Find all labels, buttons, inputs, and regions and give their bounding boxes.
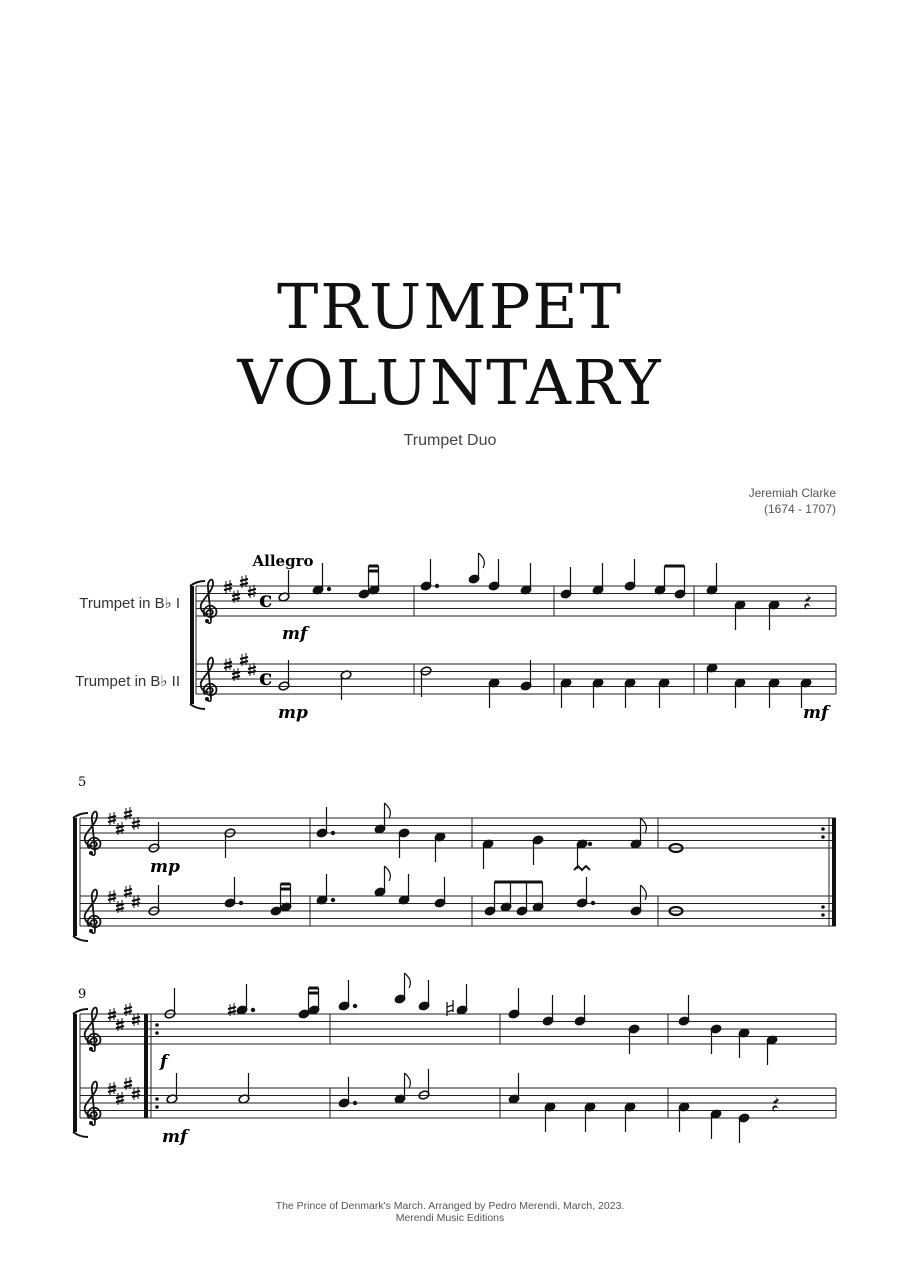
key-signature-icon bbox=[224, 575, 256, 603]
measure-number: 9 bbox=[78, 987, 87, 1002]
measure-number: 5 bbox=[78, 775, 87, 790]
common-time-icon: c bbox=[259, 665, 273, 691]
key-signature-icon bbox=[108, 1077, 140, 1105]
staff-2-1 bbox=[80, 818, 836, 926]
composer-dates: (1674 - 1707) bbox=[763, 502, 836, 516]
dynamic-f: f bbox=[160, 1052, 168, 1072]
staff-3-2 bbox=[80, 1088, 836, 1118]
staff-3-1 bbox=[80, 1014, 836, 1118]
subtitle: Trumpet Duo bbox=[403, 432, 497, 449]
notes-3-2 bbox=[166, 1069, 750, 1143]
notes-1-2 bbox=[278, 660, 812, 708]
tempo-marking: Allegro bbox=[252, 552, 314, 570]
end-repeat-barline bbox=[821, 818, 836, 926]
footer bbox=[0, 1200, 900, 1224]
notes-2-2 bbox=[148, 866, 646, 916]
composer-name: Jeremiah Clarke bbox=[748, 486, 836, 500]
notes-2-1 bbox=[148, 803, 646, 869]
notes-3-1 bbox=[164, 973, 778, 1065]
staff-2-2 bbox=[80, 896, 836, 926]
system-1 bbox=[75, 552, 836, 723]
key-signature-icon bbox=[108, 807, 140, 835]
start-repeat-barline bbox=[144, 1014, 159, 1118]
dynamic-mf: mf bbox=[282, 624, 308, 644]
title-line-2: VOLUNTARY bbox=[237, 346, 663, 419]
notes-1-1 bbox=[278, 553, 780, 630]
instrument-label-1: Trumpet in B♭ I bbox=[79, 595, 180, 612]
key-signature-icon bbox=[108, 885, 140, 913]
footer-arrangement: The Prince of Denmark's March. Arranged by Pedro Merendi, March, 2023. bbox=[275, 1200, 625, 1212]
key-signature-icon bbox=[108, 1003, 140, 1031]
system-3 bbox=[73, 973, 836, 1147]
key-signature-icon bbox=[224, 653, 256, 681]
common-time-icon: c bbox=[259, 587, 273, 613]
dynamic-mp: mp bbox=[150, 857, 180, 877]
dynamic-mf: mf bbox=[803, 703, 829, 723]
title-line-1: TRUMPET bbox=[276, 270, 624, 343]
dynamic-mf: mf bbox=[162, 1127, 188, 1147]
dynamic-mp: mp bbox=[278, 703, 308, 723]
footer-publisher: Merendi Music Editions bbox=[395, 1212, 505, 1224]
instrument-label-2: Trumpet in B♭ II bbox=[75, 673, 180, 690]
system-2 bbox=[73, 775, 836, 941]
